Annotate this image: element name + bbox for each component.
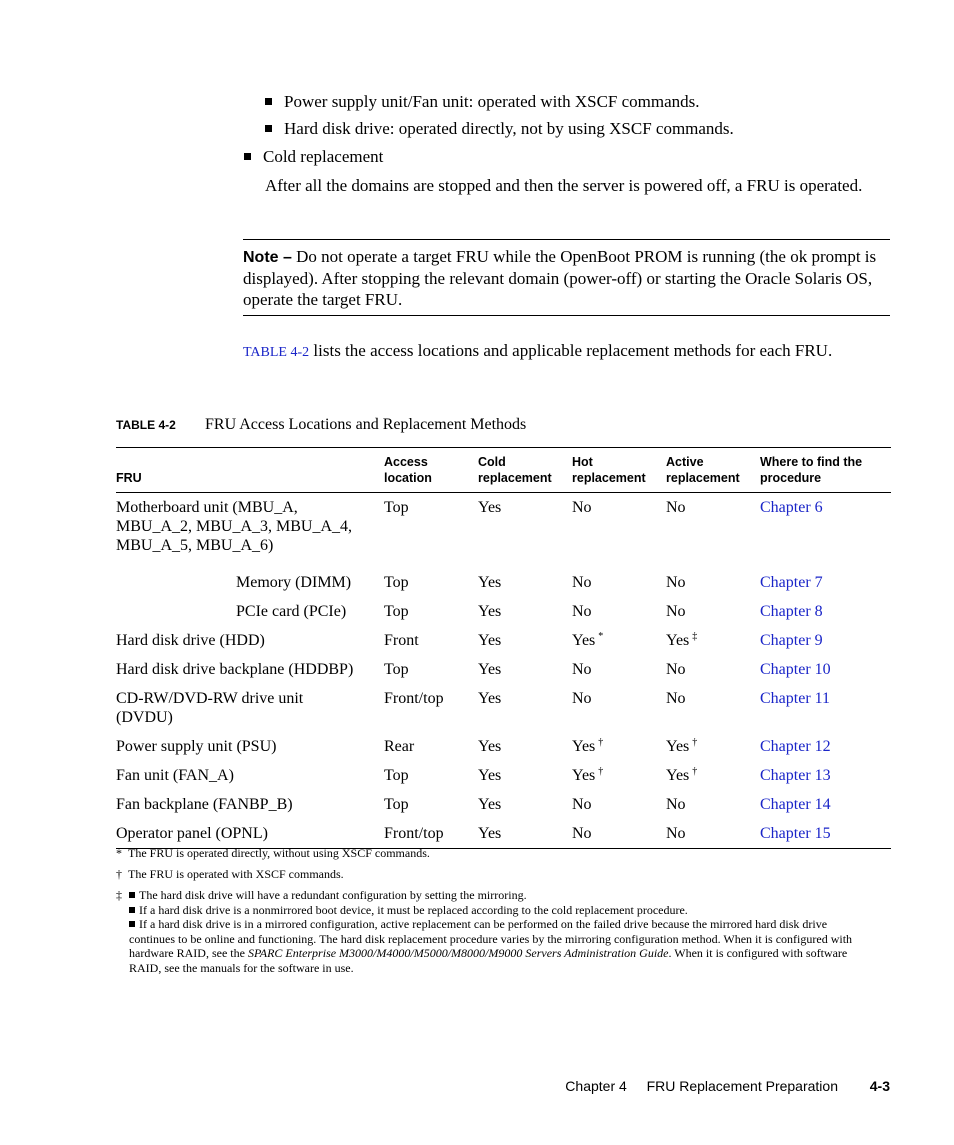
cell-hot: [572, 761, 666, 790]
col-header-active: Active replacement: [666, 455, 740, 485]
cell-active: [666, 626, 760, 655]
footnote-dagger: [116, 867, 344, 882]
table-title: FRU Access Locations and Replacement Methods: [205, 416, 527, 433]
note-top-rule: [243, 239, 890, 240]
square-bullet-icon: [129, 921, 135, 927]
hot-value: No: [572, 690, 592, 707]
table-caption: [116, 416, 526, 434]
active-value: No: [666, 796, 686, 813]
cell-access: Top: [384, 499, 409, 516]
cell-access: Front: [384, 632, 419, 649]
cell-cold: Yes: [478, 499, 502, 516]
table-row: [116, 626, 891, 655]
footnote-text: The FRU is operated directly, without using XSCF commands.: [128, 846, 430, 860]
table-row: [116, 790, 891, 819]
footer-chapter: Chapter 4: [565, 1078, 627, 1094]
chapter-link[interactable]: Chapter 15: [760, 825, 831, 842]
table-row: [116, 819, 891, 849]
chapter-link[interactable]: Chapter 8: [760, 603, 823, 620]
table-label: TABLE 4-2: [116, 418, 176, 432]
reference-text: lists the access locations and applicable replacement methods for each FRU.: [313, 341, 833, 360]
bullet-icon: [244, 153, 251, 160]
cell-fru: Motherboard unit (MBU_A, MBU_A_2, MBU_A_3, MBU_A_4, MBU_A_5, MBU_A_6): [116, 499, 353, 554]
col-header-fru: FRU: [116, 471, 142, 485]
cell-hot: [572, 493, 666, 569]
square-bullet-icon: [129, 892, 135, 898]
table-row: [116, 761, 891, 790]
chapter-link[interactable]: Chapter 14: [760, 796, 831, 813]
footnote-text: If a hard disk drive is in a mirrored configuration, active replacement can be performed on the failed drive because the mirrored hard disk drive continues to be online and functioning. The hard disk replacement procedure varies by the mirroring configuration method. When it is configured with hardware RAID, see the: [129, 917, 853, 960]
col-header-access: Access location: [384, 455, 432, 485]
table-row: [116, 597, 891, 626]
hot-value: Yes: [572, 767, 596, 784]
page-number: 4-3: [869, 1078, 890, 1094]
hot-value: Yes: [572, 632, 596, 649]
active-value: No: [666, 574, 686, 591]
footnote-mark: †: [116, 867, 122, 881]
cell-cold: Yes: [478, 690, 502, 707]
hot-value: No: [572, 825, 592, 842]
cell-fru: Operator panel (OPNL): [116, 825, 268, 842]
cell-fru: Fan backplane (FANBP_B): [116, 796, 293, 813]
cell-cold: Yes: [478, 825, 502, 842]
cell-hot: [572, 568, 666, 597]
footnote-ddagger-line: [129, 903, 866, 918]
footnote-text: The hard disk drive will have a redundant configuration by setting the mirroring.: [139, 888, 527, 902]
square-bullet-icon: [129, 907, 135, 913]
footnote-double-dagger: [116, 888, 866, 975]
col-header-where: Where to find the procedure: [760, 455, 863, 485]
note-text: Do not operate a target FRU while the OpenBoot PROM is running (the ok prompt is displayed). After stopping the relevant domain (power-off) or starting the Oracle Solaris OS, operate the target FRU.: [243, 247, 877, 309]
cell-cold: Yes: [478, 574, 502, 591]
table-row: [116, 684, 891, 732]
table-link[interactable]: TABLE 4-2: [243, 345, 310, 360]
chapter-link[interactable]: Chapter 6: [760, 499, 823, 516]
cell-active: [666, 684, 760, 732]
cell-where: [760, 597, 891, 626]
footnote-mark: ‡: [116, 888, 122, 902]
footnote-mark: ‡: [692, 631, 698, 642]
cell-cold: Yes: [478, 632, 502, 649]
cold-replacement-bullet: [244, 146, 383, 167]
hot-value: No: [572, 499, 592, 516]
cell-fru: CD-RW/DVD-RW drive unit (DVDU): [116, 690, 304, 726]
cell-hot: [572, 819, 666, 849]
cell-cold: Yes: [478, 767, 502, 784]
sub-bullet-item: [265, 118, 734, 139]
note-label: Note –: [243, 249, 292, 266]
cell-where: [760, 568, 891, 597]
table-row: [116, 493, 891, 569]
hot-value: Yes: [572, 738, 596, 755]
cell-access: Front/top: [384, 825, 444, 842]
bullet-icon: [265, 125, 272, 132]
footnote-ddagger-line: [129, 917, 866, 975]
chapter-link[interactable]: Chapter 11: [760, 690, 831, 707]
table-header-row: [116, 448, 891, 493]
cell-access: Top: [384, 661, 409, 678]
cell-where: [760, 761, 891, 790]
cell-access: Top: [384, 767, 409, 784]
cell-hot: [572, 732, 666, 761]
footnote-text: The FRU is operated with XSCF commands.: [128, 867, 344, 881]
cell-where: [760, 684, 891, 732]
hot-value: No: [572, 603, 592, 620]
cell-active: [666, 790, 760, 819]
hot-value: No: [572, 796, 592, 813]
footnote-ddagger-body: [129, 888, 866, 975]
footnote-ddagger-line: [129, 888, 866, 903]
active-value: Yes: [666, 767, 690, 784]
active-value: No: [666, 661, 686, 678]
cell-hot: [572, 684, 666, 732]
active-value: Yes: [666, 738, 690, 755]
cell-access: Top: [384, 603, 409, 620]
fru-table: [116, 447, 891, 849]
note-bottom-rule: [243, 315, 890, 316]
cold-replacement-description: After all the domains are stopped and then the server is powered off, a FRU is operated.: [265, 176, 863, 195]
active-value: No: [666, 825, 686, 842]
cell-access: Top: [384, 796, 409, 813]
table-row: [116, 732, 891, 761]
chapter-link[interactable]: Chapter 9: [760, 632, 823, 649]
cell-where: [760, 626, 891, 655]
active-value: No: [666, 603, 686, 620]
cell-access: Top: [384, 574, 409, 591]
footnote-text: . When it is configured with software RAID, see the manuals for the software in use.: [129, 946, 848, 975]
chapter-link[interactable]: Chapter 12: [760, 738, 831, 755]
sub-bullet-item: [265, 91, 700, 112]
chapter-link[interactable]: Chapter 7: [760, 574, 823, 591]
sub-bullet-text: Power supply unit/Fan unit: operated with XSCF commands.: [284, 92, 700, 111]
cell-access: Front/top: [384, 690, 444, 707]
cell-active: [666, 568, 760, 597]
cold-replacement-label: Cold replacement: [263, 147, 384, 166]
active-value: Yes: [666, 632, 690, 649]
cell-where: [760, 493, 891, 569]
hot-value: No: [572, 574, 592, 591]
cell-active: [666, 732, 760, 761]
cell-where: [760, 732, 891, 761]
cell-fru: PCIe card (PCIe): [236, 603, 347, 620]
cell-active: [666, 761, 760, 790]
table-row: [116, 655, 891, 684]
cell-hot: [572, 626, 666, 655]
footnote-mark: *: [598, 631, 604, 642]
cell-where: [760, 655, 891, 684]
guide-title: SPARC Enterprise M3000/M4000/M5000/M8000/M9000 Servers Administration Guide: [247, 946, 669, 960]
footnote-mark: †: [692, 766, 698, 777]
cell-hot: [572, 655, 666, 684]
sub-bullet-text: Hard disk drive: operated directly, not by using XSCF commands.: [284, 119, 734, 138]
table-reference-paragraph: [243, 340, 883, 363]
footnote-mark: *: [116, 846, 122, 860]
active-value: No: [666, 499, 686, 516]
cell-where: [760, 790, 891, 819]
cell-fru: Hard disk drive backplane (HDDBP): [116, 661, 354, 678]
cell-cold: Yes: [478, 738, 502, 755]
note-block: [243, 246, 890, 310]
cell-cold: Yes: [478, 661, 502, 678]
footnote-star: [116, 846, 430, 861]
cell-access: Rear: [384, 738, 415, 755]
page-footer: [565, 1078, 890, 1094]
cell-where: [760, 819, 891, 849]
cell-active: [666, 655, 760, 684]
cell-hot: [572, 597, 666, 626]
chapter-link[interactable]: Chapter 13: [760, 767, 831, 784]
footnote-mark: †: [598, 737, 604, 748]
chapter-link[interactable]: Chapter 10: [760, 661, 831, 678]
cell-hot: [572, 790, 666, 819]
hot-value: No: [572, 661, 592, 678]
cell-cold: Yes: [478, 603, 502, 620]
cell-fru: Power supply unit (PSU): [116, 738, 277, 755]
bullet-icon: [265, 98, 272, 105]
table-row: [116, 568, 891, 597]
active-value: No: [666, 690, 686, 707]
cell-active: [666, 597, 760, 626]
cell-active: [666, 493, 760, 569]
footnote-mark: †: [692, 737, 698, 748]
footnote-mark: †: [598, 766, 604, 777]
col-header-hot: Hot replacement: [572, 455, 646, 485]
col-header-cold: Cold replacement: [478, 455, 552, 485]
cell-active: [666, 819, 760, 849]
cell-fru: Hard disk drive (HDD): [116, 632, 265, 649]
cell-fru: Fan unit (FAN_A): [116, 767, 234, 784]
cell-cold: Yes: [478, 796, 502, 813]
footnote-text: If a hard disk drive is a nonmirrored boot device, it must be replaced according to the cold replacement procedure.: [139, 902, 688, 917]
footer-title: FRU Replacement Preparation: [646, 1078, 838, 1094]
cell-fru: Memory (DIMM): [236, 574, 352, 591]
